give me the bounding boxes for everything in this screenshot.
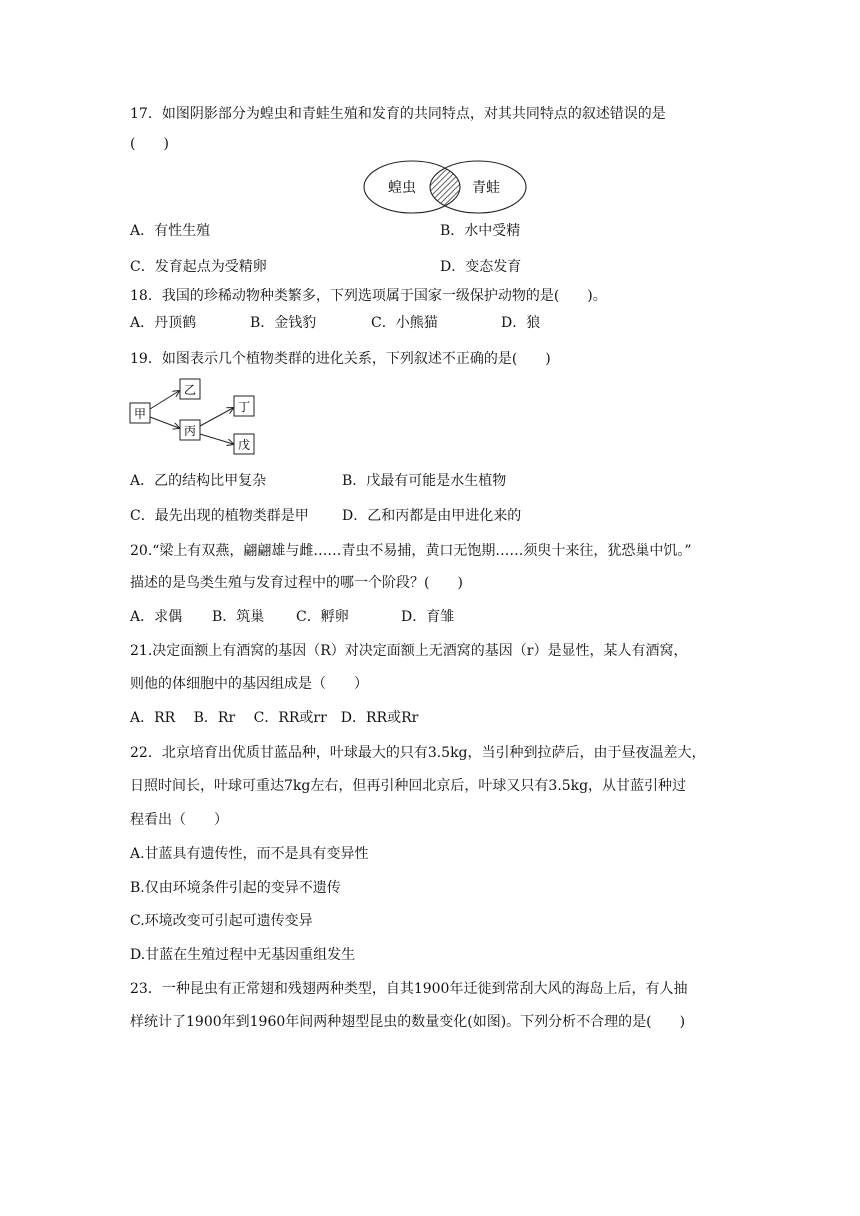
venn-right-label: 青蛙 bbox=[472, 180, 500, 196]
q21-line1: 21.决定面额上有酒窝的基因（R）对决定面额上无酒窝的基因（r）是显性，某人有酒窝， bbox=[130, 643, 688, 659]
venn-left-label: 蝗虫 bbox=[388, 180, 416, 196]
q19-stem: 19．如图表示几个植物类群的进化关系，下列叙述不正确的是( ) bbox=[130, 351, 551, 367]
q22-line2: 日照时间长，叶球可重达7kg左右，但再引种回北京后，叶球又只有3.5kg，从甘蓝引种过 bbox=[130, 778, 687, 794]
q22-option-a: A.甘蓝具有遗传性，而不是具有变异性 bbox=[130, 846, 369, 862]
label-jia: 甲 bbox=[134, 407, 147, 421]
q18-stem: 18．我国的珍稀动物种类繁多，下列选项属于国家一级保护动物的是( )。 bbox=[130, 288, 607, 304]
q18-option-a: A．丹顶鹤 bbox=[130, 315, 197, 331]
label-bing: 丙 bbox=[184, 424, 197, 438]
q22-option-d: D.甘蓝在生殖过程中无基因重组发生 bbox=[130, 947, 356, 963]
q21-line2: 则他的体细胞中的基因组成是（ ） bbox=[130, 676, 368, 692]
q22-option-c: C.环境改变可引起可遗传变异 bbox=[130, 913, 313, 929]
evolution-diagram bbox=[128, 376, 268, 460]
label-yi: 乙 bbox=[184, 383, 197, 397]
q22-option-b: B.仅由环境条件引起的变异不遗传 bbox=[130, 880, 341, 896]
q19-option-b: B．戊最有可能是水生植物 bbox=[342, 473, 507, 489]
q17-option-c: C．发育起点为受精卵 bbox=[130, 259, 267, 275]
q19-option-d: D．乙和丙都是由甲进化来的 bbox=[342, 508, 522, 524]
q17-option-d: D．变态发育 bbox=[440, 259, 522, 275]
q17-option-b: B．水中受精 bbox=[440, 223, 521, 239]
q20-option-b: B．筑巢 bbox=[212, 609, 265, 625]
q19-option-c: C．最先出现的植物类群是甲 bbox=[130, 508, 309, 524]
venn-diagram bbox=[360, 159, 530, 217]
q20-option-d: D．育雏 bbox=[401, 609, 455, 625]
arrow-bing-ding bbox=[200, 408, 233, 426]
q17-option-a: A．有性生殖 bbox=[130, 223, 211, 239]
q18-option-b: B．金钱豹 bbox=[250, 315, 317, 331]
q23-line2: 样统计了1900年到1960年间两种翅型昆虫的数量变化(如图)。下列分析不合理的是( ) bbox=[130, 1014, 686, 1030]
q20-line1: 20.“梁上有双燕，翩翩雄与雌……青虫不易捕，黄口无饱期……须臾十来往，犹恐巢中饥。” bbox=[130, 543, 692, 559]
q20-option-c: C．孵卵 bbox=[296, 609, 349, 625]
arrow-jia-yi bbox=[150, 391, 179, 409]
q20-option-a: A．求偶 bbox=[130, 609, 183, 625]
q17-stem: 17．如图阴影部分为蝗虫和青蛙生殖和发育的共同特点，对其共同特点的叙述错误的是 bbox=[130, 106, 666, 122]
q20-line2: 描述的是鸟类生殖与发育过程中的哪一个阶段？( ) bbox=[130, 575, 463, 591]
label-wu: 戊 bbox=[238, 438, 251, 452]
arrow-jia-bing bbox=[150, 417, 179, 428]
q18-option-d: D．狼 bbox=[501, 315, 541, 331]
q22-line1: 22．北京培育出优质甘蓝品种，叶球最大的只有3.5kg，当引种到拉萨后，由于昼夜温差大， bbox=[130, 745, 706, 761]
q17-blank: ( ) bbox=[130, 136, 169, 152]
q18-option-c: C．小熊猫 bbox=[371, 315, 438, 331]
label-ding: 丁 bbox=[238, 400, 251, 414]
q21-options: A．RR B．Rr C．RR或rr D．RR或Rr bbox=[130, 710, 419, 726]
q22-line3: 程看出（ ） bbox=[130, 812, 228, 828]
q23-line1: 23．一种昆虫有正常翅和残翅两种类型，自其1900年迁徙到常刮大风的海岛上后，有人抽 bbox=[130, 981, 688, 997]
arrow-bing-wu bbox=[200, 434, 233, 444]
q19-option-a: A．乙的结构比甲复杂 bbox=[130, 473, 267, 489]
